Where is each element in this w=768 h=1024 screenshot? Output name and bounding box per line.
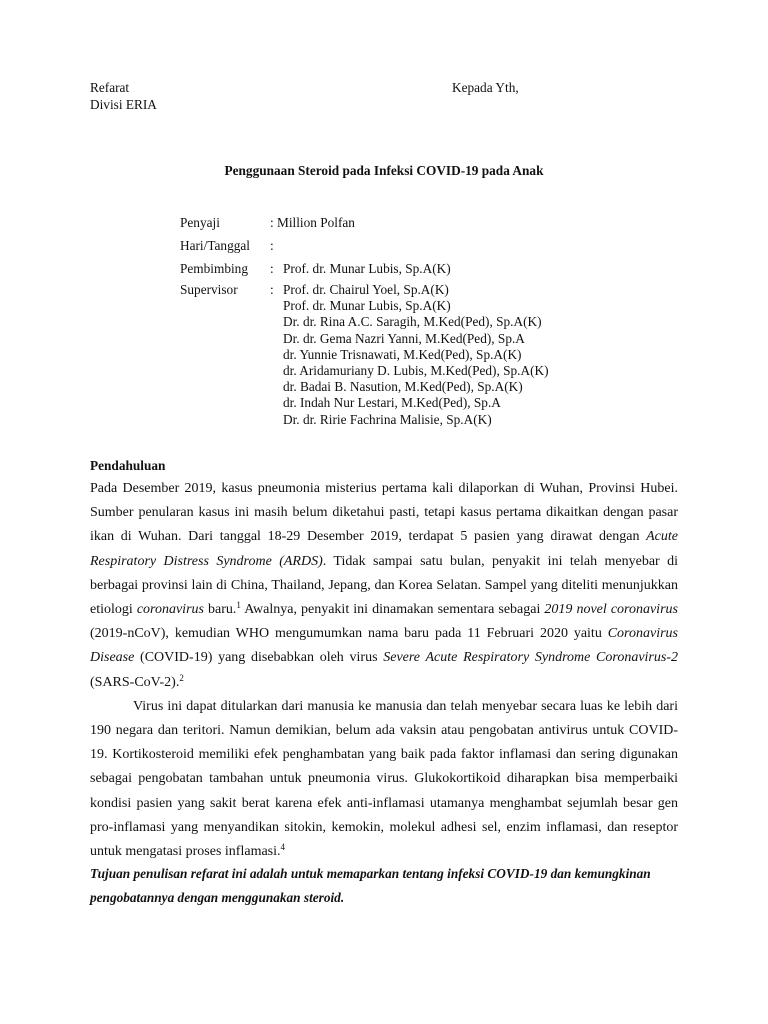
supervisor-label: Supervisor xyxy=(180,282,238,297)
supervisor-item: Dr. dr. Ririe Fachrina Malisie, Sp.A(K) xyxy=(283,411,492,427)
text-run: (2019-nCoV), kemudian WHO mengumumkan nama baru pada 11 Februari 2020 yaitu xyxy=(90,626,608,642)
text-run: . Tidak sampai satu bulan, penyakit ini telah menyebar di berbagai provinsi lain di China, Thailand, Jepang, dan Korea Selatan. Sampel yang diteliti menunjukkan etiologi xyxy=(90,553,678,618)
pembimbing-value: Prof. dr. Munar Lubis, Sp.A(K) xyxy=(283,261,451,276)
text-run: Awalnya, penyakit ini dinamakan sementara sebagai xyxy=(240,602,545,618)
supervisor-item: Dr. dr. Rina A.C. Saragih, M.Ked(Ped), Sp.A(K) xyxy=(283,314,542,330)
supervisor-item: dr. Indah Nur Lestari, M.Ked(Ped), Sp.A xyxy=(283,395,501,411)
supervisor-item: Dr. dr. Gema Nazri Yanni, M.Ked(Ped), Sp.A xyxy=(283,330,525,346)
citation-ref: 4 xyxy=(280,842,286,853)
document-title: Penggunaan Steroid pada Infeksi COVID-19 pada Anak xyxy=(224,163,544,178)
supervisor-list xyxy=(283,282,549,428)
italic-term: coronavirus xyxy=(136,602,204,618)
supervisor-item: dr. Yunnie Trisnawati, M.Ked(Ped), Sp.A(K) xyxy=(283,346,522,362)
italic-term: 2019 novel coronavirus xyxy=(544,602,678,618)
text-run: (COVID-19) yang disebabkan oleh virus xyxy=(134,650,384,666)
pembimbing-colon: : xyxy=(270,261,274,276)
italic-term: Severe Acute Respiratory Syndrome Coronavirus-2 xyxy=(383,650,678,666)
supervisor-item: Prof. dr. Munar Lubis, Sp.A(K) xyxy=(283,298,451,314)
intro-body xyxy=(90,477,678,864)
supervisor-item: dr. Badai B. Nasution, M.Ked(Ped), Sp.A(K) xyxy=(283,379,523,395)
hari-tanggal-colon: : xyxy=(270,238,274,253)
text-run: (SARS-CoV-2). xyxy=(90,674,180,690)
supervisor-item: Prof. dr. Chairul Yoel, Sp.A(K) xyxy=(283,282,449,297)
intro-paragraph-1 xyxy=(90,477,678,695)
supervisor-item: dr. Aridamuriany D. Lubis, M.Ked(Ped), Sp.A(K) xyxy=(283,363,549,379)
text-run: Virus ini dapat ditularkan dari manusia ke manusia dan telah menyebar secara luas ke lebih dari 190 negara dan teritori. Namun demikian, belum ada vaksin atau pengobatan antivirus untuk COVID-19. Kortikosteroid memiliki efek penghambatan yang baik pada faktor inflamasi dan sering digunakan sebagai pengobatan tambahan untuk pneumonia virus. Glukokortikoid diharapkan bisa memperbaiki kondisi pasien yang sakit berat karena efek anti-inflamasi utamanya menghambat sejumlah besar gen pro-inflamasi yang menyandikan sitokin, kemokin, molekul adhesi sel, enzim inflamasi, dan reseptor untuk mengatasi proses inflamasi. xyxy=(90,698,678,860)
text-run: baru. xyxy=(203,602,237,618)
header-recipient: Kepada Yth, xyxy=(452,80,519,95)
penyaji-value: : Million Polfan xyxy=(270,215,355,230)
penyaji-label: Penyaji xyxy=(180,215,220,230)
intro-paragraph-2 xyxy=(90,695,678,864)
header-refarat: Refarat xyxy=(90,80,130,95)
section-heading-pendahuluan: Pendahuluan xyxy=(90,458,166,473)
text-run: Pada Desember 2019, kasus pneumonia misterius pertama kali dilaporkan di Wuhan, Provinsi Hubei. Sumber penularan kasus ini masih belum diketahui pasti, tetapi kasus pertama dikaitkan dengan pasar ikan di Wuhan. Dari tanggal 18-29 Desember 2019, terdapat 5 pasien yang dirawat dengan xyxy=(90,481,678,545)
citation-ref: 1 xyxy=(236,600,241,611)
citation-ref: 2 xyxy=(179,672,184,683)
header-division: Divisi ERIA xyxy=(90,97,157,112)
hari-tanggal-label: Hari/Tanggal xyxy=(180,238,250,253)
italic-term: Coronavirus Disease xyxy=(90,626,678,666)
italic-term: Acute Respiratory Distress Syndrome (ARDS) xyxy=(90,529,678,569)
pembimbing-label: Pembimbing xyxy=(180,261,248,276)
supervisor-colon: : xyxy=(270,282,274,297)
purpose-statement: Tujuan penulisan refarat ini adalah untuk memaparkan tentang infeksi COVID-19 dan kemungkinan pengobatannya dengan menggunakan steroid. xyxy=(90,866,651,905)
